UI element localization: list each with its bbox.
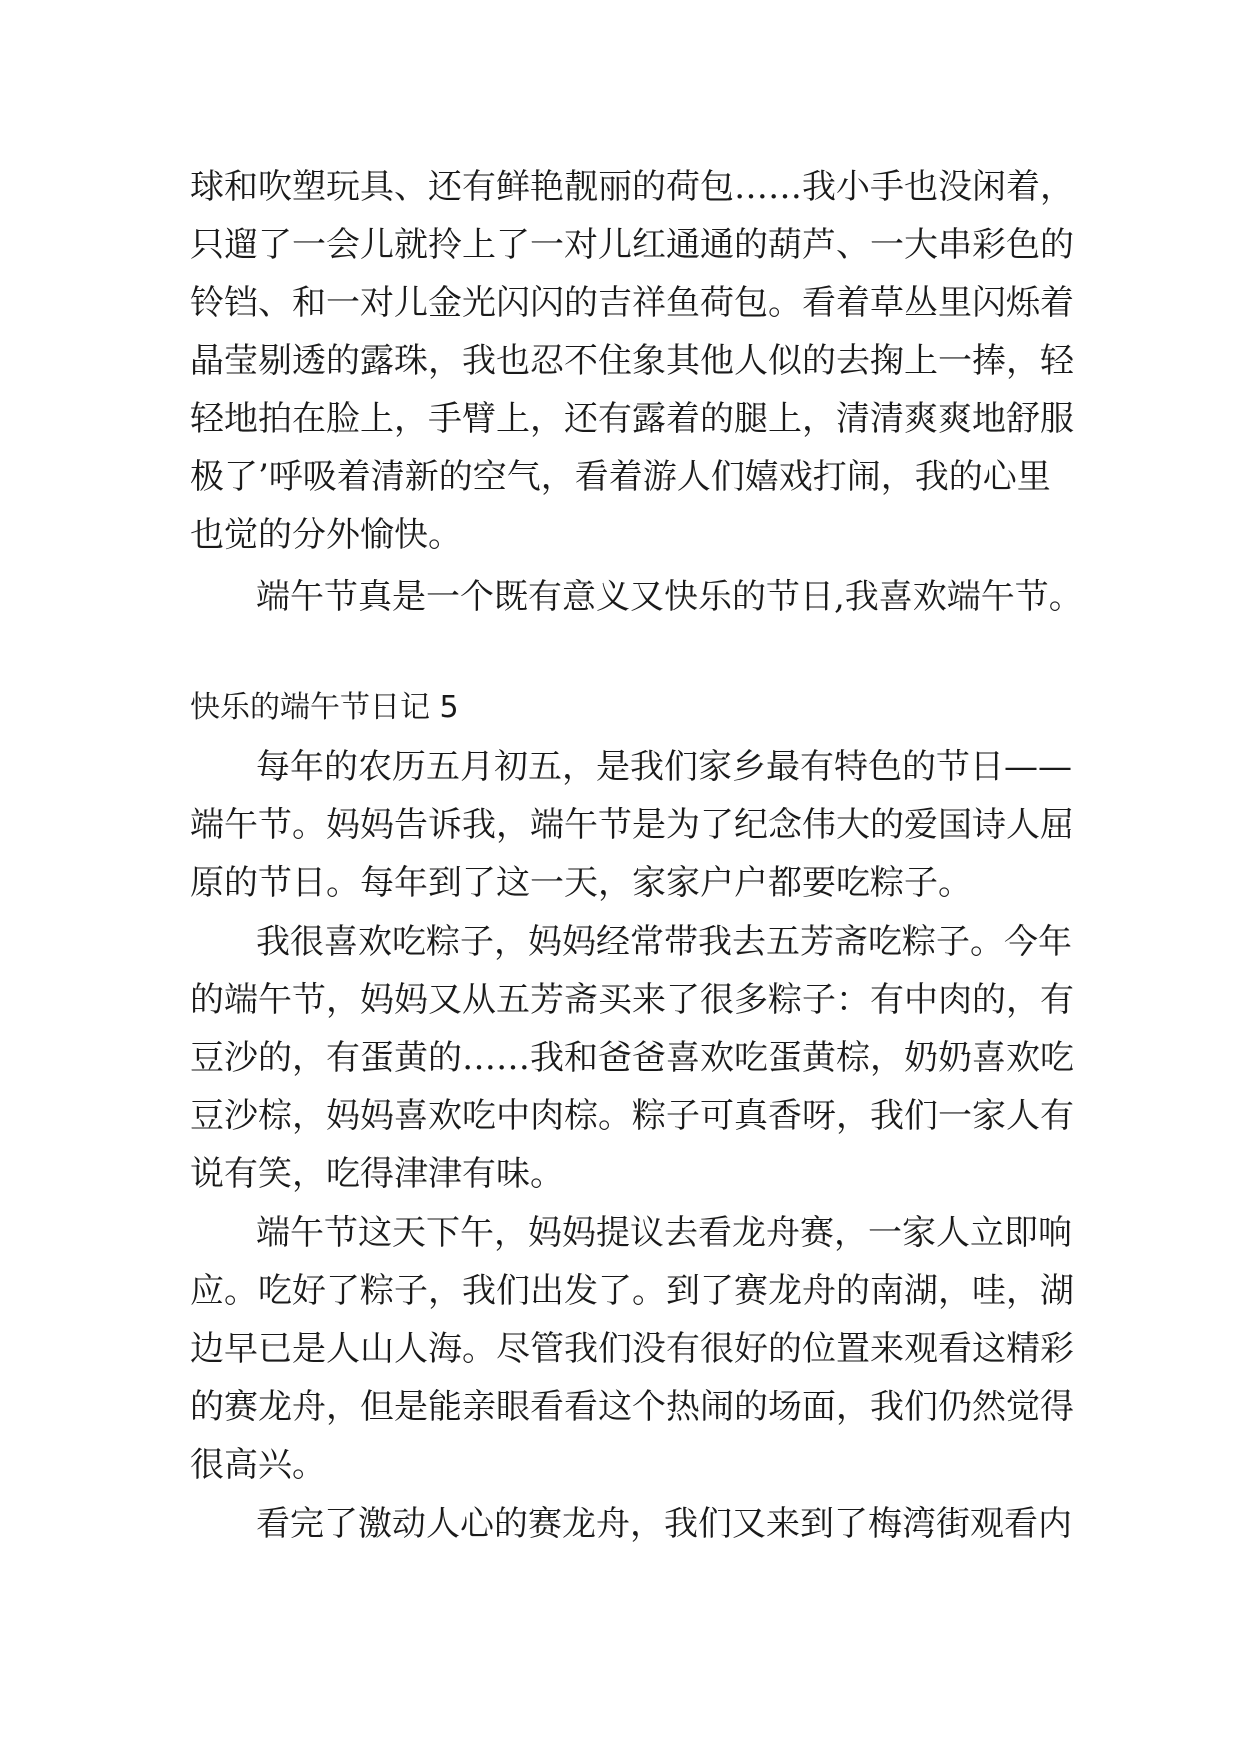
paragraph-line: 很高兴。 — [190, 1445, 326, 1485]
paragraph-line: 铃铛、和一对儿金光闪闪的吉祥鱼荷包。看着草丛里闪烁着 — [190, 283, 1074, 323]
paragraph-line: 端午节。妈妈告诉我，端午节是为了纪念伟大的爱国诗人屈 — [190, 805, 1074, 845]
paragraph-line: 每年的农历五月初五，是我们家乡最有特色的节日—— — [256, 747, 1072, 787]
paragraph-line: 豆沙棕，妈妈喜欢吃中肉棕。粽子可真香呀，我们一家人有 — [190, 1096, 1074, 1136]
paragraph-line: 我很喜欢吃粽子，妈妈经常带我去五芳斋吃粽子。今年 — [256, 922, 1072, 962]
paragraph-line: 端午节这天下午，妈妈提议去看龙舟赛，一家人立即响 — [256, 1213, 1072, 1253]
paragraph-line: 只遛了一会儿就拎上了一对儿红通通的葫芦、一大串彩色的 — [190, 225, 1074, 265]
paragraph-line: 边早已是人山人海。尽管我们没有很好的位置来观看这精彩 — [190, 1329, 1074, 1369]
paragraph-line: 也觉的分外愉快。 — [190, 515, 462, 555]
paragraph-line: 说有笑，吃得津津有味。 — [190, 1154, 564, 1194]
closing-paragraph: 端午节真是一个既有意义又快乐的节日,我喜欢端午节。 — [256, 577, 1083, 617]
section-heading: 快乐的端午节日记 5 — [190, 690, 459, 725]
paragraph-line: 极了’呼吸着清新的空气，看着游人们嬉戏打闹，我的心里 — [190, 457, 1051, 497]
paragraph-line: 看完了激动人心的赛龙舟，我们又来到了梅湾街观看内 — [256, 1504, 1072, 1544]
paragraph-line: 应。吃好了粽子，我们出发了。到了赛龙舟的南湖，哇，湖 — [190, 1271, 1074, 1311]
paragraph-line: 的端午节，妈妈又从五芳斋买来了很多粽子：有中肉的，有 — [190, 980, 1074, 1020]
paragraph-line: 豆沙的，有蛋黄的……我和爸爸喜欢吃蛋黄棕，奶奶喜欢吃 — [190, 1038, 1074, 1078]
paragraph-line: 晶莹剔透的露珠，我也忍不住象其他人似的去掬上一捧，轻 — [190, 341, 1074, 381]
paragraph-line: 球和吹塑玩具、还有鲜艳靓丽的荷包……我小手也没闲着， — [190, 167, 1074, 207]
paragraph-line: 轻地拍在脸上，手臂上，还有露着的腿上，清清爽爽地舒服 — [190, 399, 1074, 439]
paragraph-line: 原的节日。每年到了这一天，家家户户都要吃粽子。 — [190, 863, 972, 903]
paragraph-line: 的赛龙舟，但是能亲眼看看这个热闹的场面，我们仍然觉得 — [190, 1387, 1074, 1427]
